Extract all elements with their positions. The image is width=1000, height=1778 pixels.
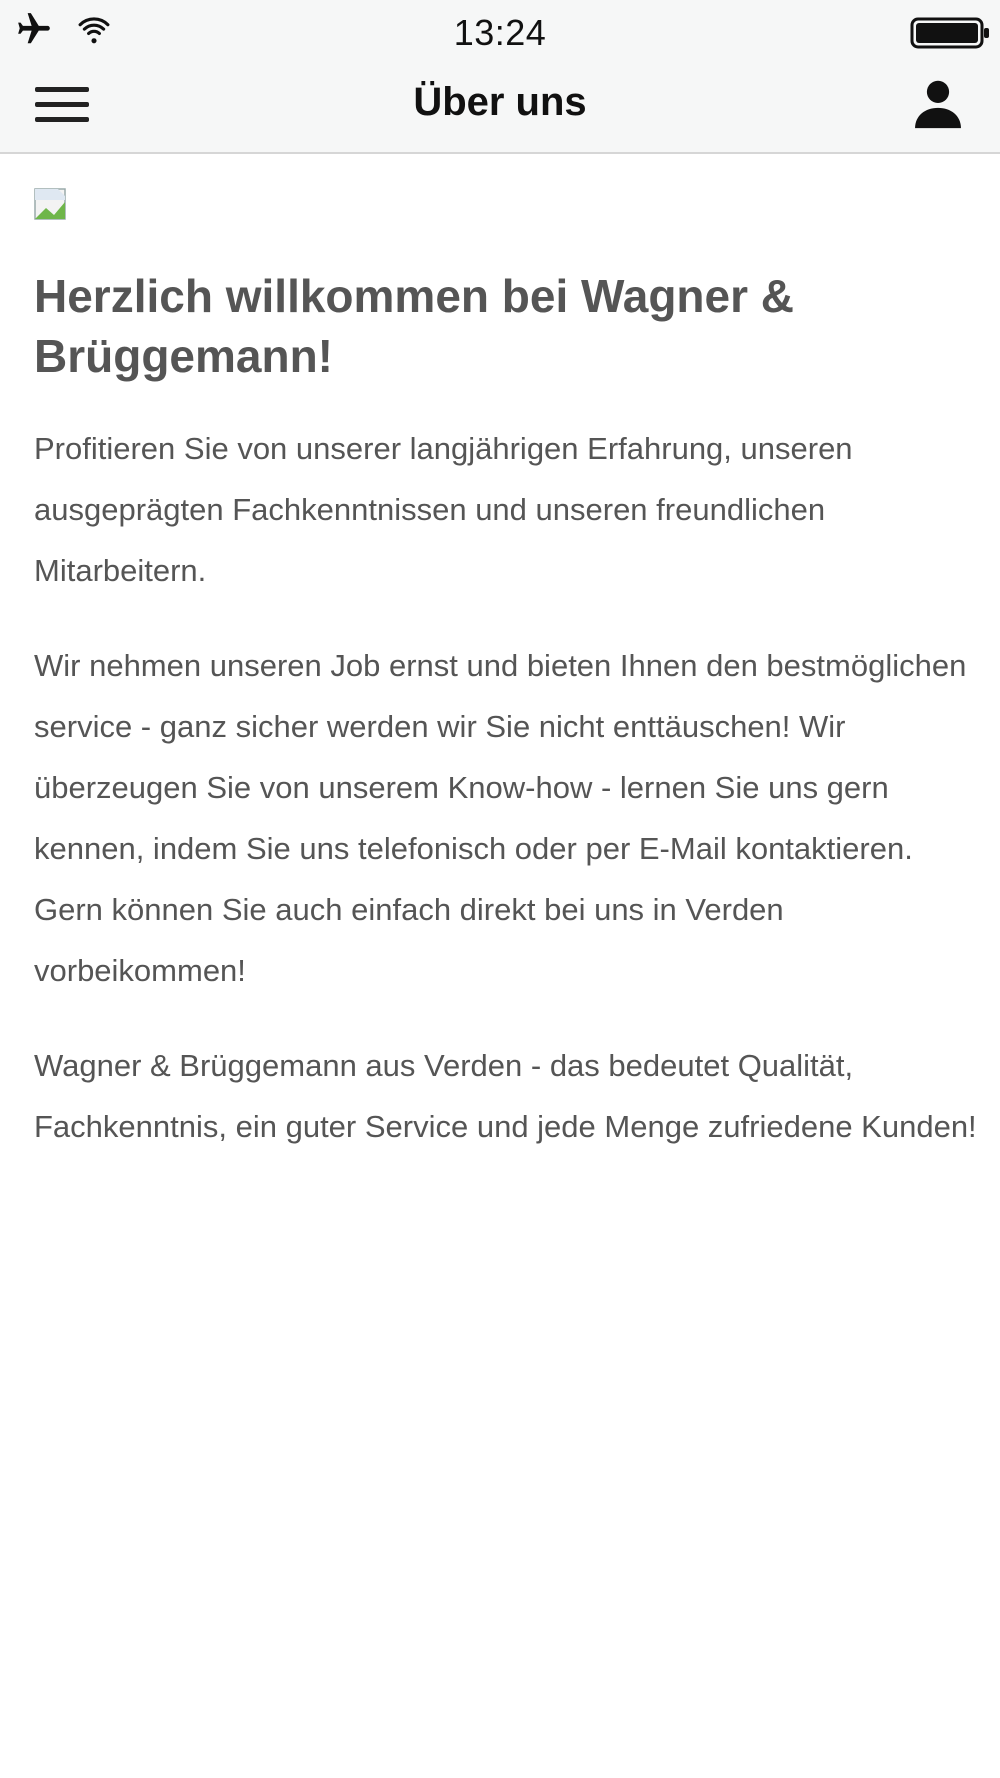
broken-image-icon	[34, 188, 74, 228]
user-profile-icon[interactable]	[906, 72, 970, 136]
about-content	[34, 152, 977, 1157]
status-bar	[0, 0, 1000, 62]
intro-paragraph: Profitieren Sie von unserer langjährigen Erfahrung, unseren ausgeprägten Fachkenntnissen und unseren freundlichen Mitarbeitern.	[34, 431, 853, 588]
navigation-bar	[0, 62, 1000, 154]
status-time: 13:24	[453, 12, 547, 53]
page-title: Über uns	[413, 80, 587, 124]
welcome-heading: Herzlich willkommen bei Wagner & Brüggemann!	[34, 270, 795, 382]
battery-icon	[910, 16, 990, 55]
service-paragraph: Wir nehmen unseren Job ernst und bieten Ihnen den bestmöglichen service - ganz sicher werden wir Sie nicht enttäuschen! Wir überzeugen Sie von unserem Know-how - lernen Sie uns gern kennen, indem Sie uns telefonisch oder per E-Mail kontaktieren. Gern können Sie auch einfach direkt bei uns in Verden vorbeikommen!	[34, 648, 967, 988]
closing-paragraph: Wagner & Brüggemann aus Verden - das bedeutet Qualität, Fachkenntnis, ein guter Service und jede Menge zufriedene Kunden!	[34, 1048, 977, 1144]
